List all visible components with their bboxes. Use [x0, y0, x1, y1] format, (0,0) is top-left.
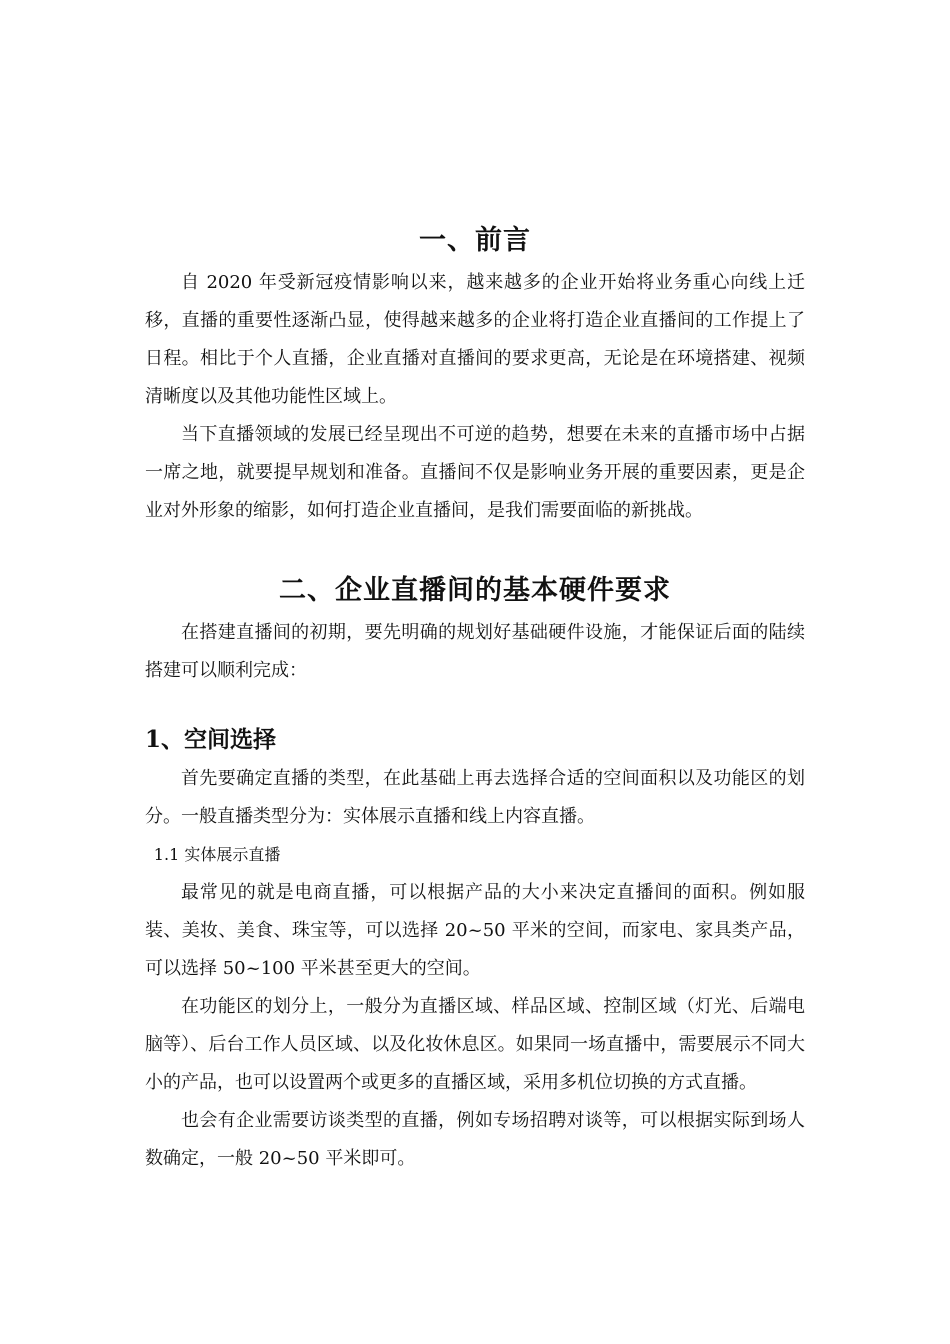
subsection-title-space: 1、空间选择	[145, 726, 277, 753]
paragraph: 首先要确定直播的类型，在此基础上再去选择合适的空间面积以及功能区的划分。一般直播类型分为：实体展示直播和线上内容直播。	[145, 768, 805, 827]
paragraph: 在功能区的划分上，一般分为直播区域、样品区域、控制区域（灯光、后端电脑等）、后台工作人员区域、以及化妆休息区。如果同一场直播中，需要展示不同大小的产品，也可以设置两个或更多的直播区域，采用多机位切换的方式直播。	[145, 996, 805, 1093]
document-page	[145, 218, 805, 1178]
spacer	[145, 530, 805, 568]
paragraph: 当下直播领域的发展已经呈现出不可逆的趋势，想要在未来的直播市场中占据一席之地，就要提早规划和准备。直播间不仅是影响业务开展的重要因素，更是企业对外形象的缩影，如何打造企业直播间，是我们需要面临的新挑战。	[145, 424, 805, 521]
paragraph: 也会有企业需要访谈类型的直播，例如专场招聘对谈等，可以根据实际到场人数确定，一般 20~50 平米即可。	[145, 1110, 805, 1169]
paragraph: 在搭建直播间的初期，要先明确的规划好基础硬件设施，才能保证后面的陆续搭建可以顺利完成：	[145, 622, 805, 681]
section-title-hardware: 二、企业直播间的基本硬件要求	[279, 575, 671, 606]
sub-heading: 1.1 实体展示直播	[153, 845, 281, 864]
paragraph: 最常见的就是电商直播，可以根据产品的大小来决定直播间的面积。例如服装、美妆、美食、珠宝等，可以选择 20~50 平米的空间，而家电、家具类产品，可以选择 50~100 平米甚至更大的空间。	[145, 882, 805, 979]
section-title-preface: 一、前言	[419, 225, 531, 256]
paragraph: 自 2020 年受新冠疫情影响以来，越来越多的企业开始将业务重心向线上迁移，直播的重要性逐渐凸显，使得越来越多的企业将打造企业直播间的工作提上了日程。相比于个人直播，企业直播对直播间的要求更高，无论是在环境搭建、视频清晰度以及其他功能性区域上。	[145, 272, 805, 407]
spacer	[145, 690, 805, 720]
